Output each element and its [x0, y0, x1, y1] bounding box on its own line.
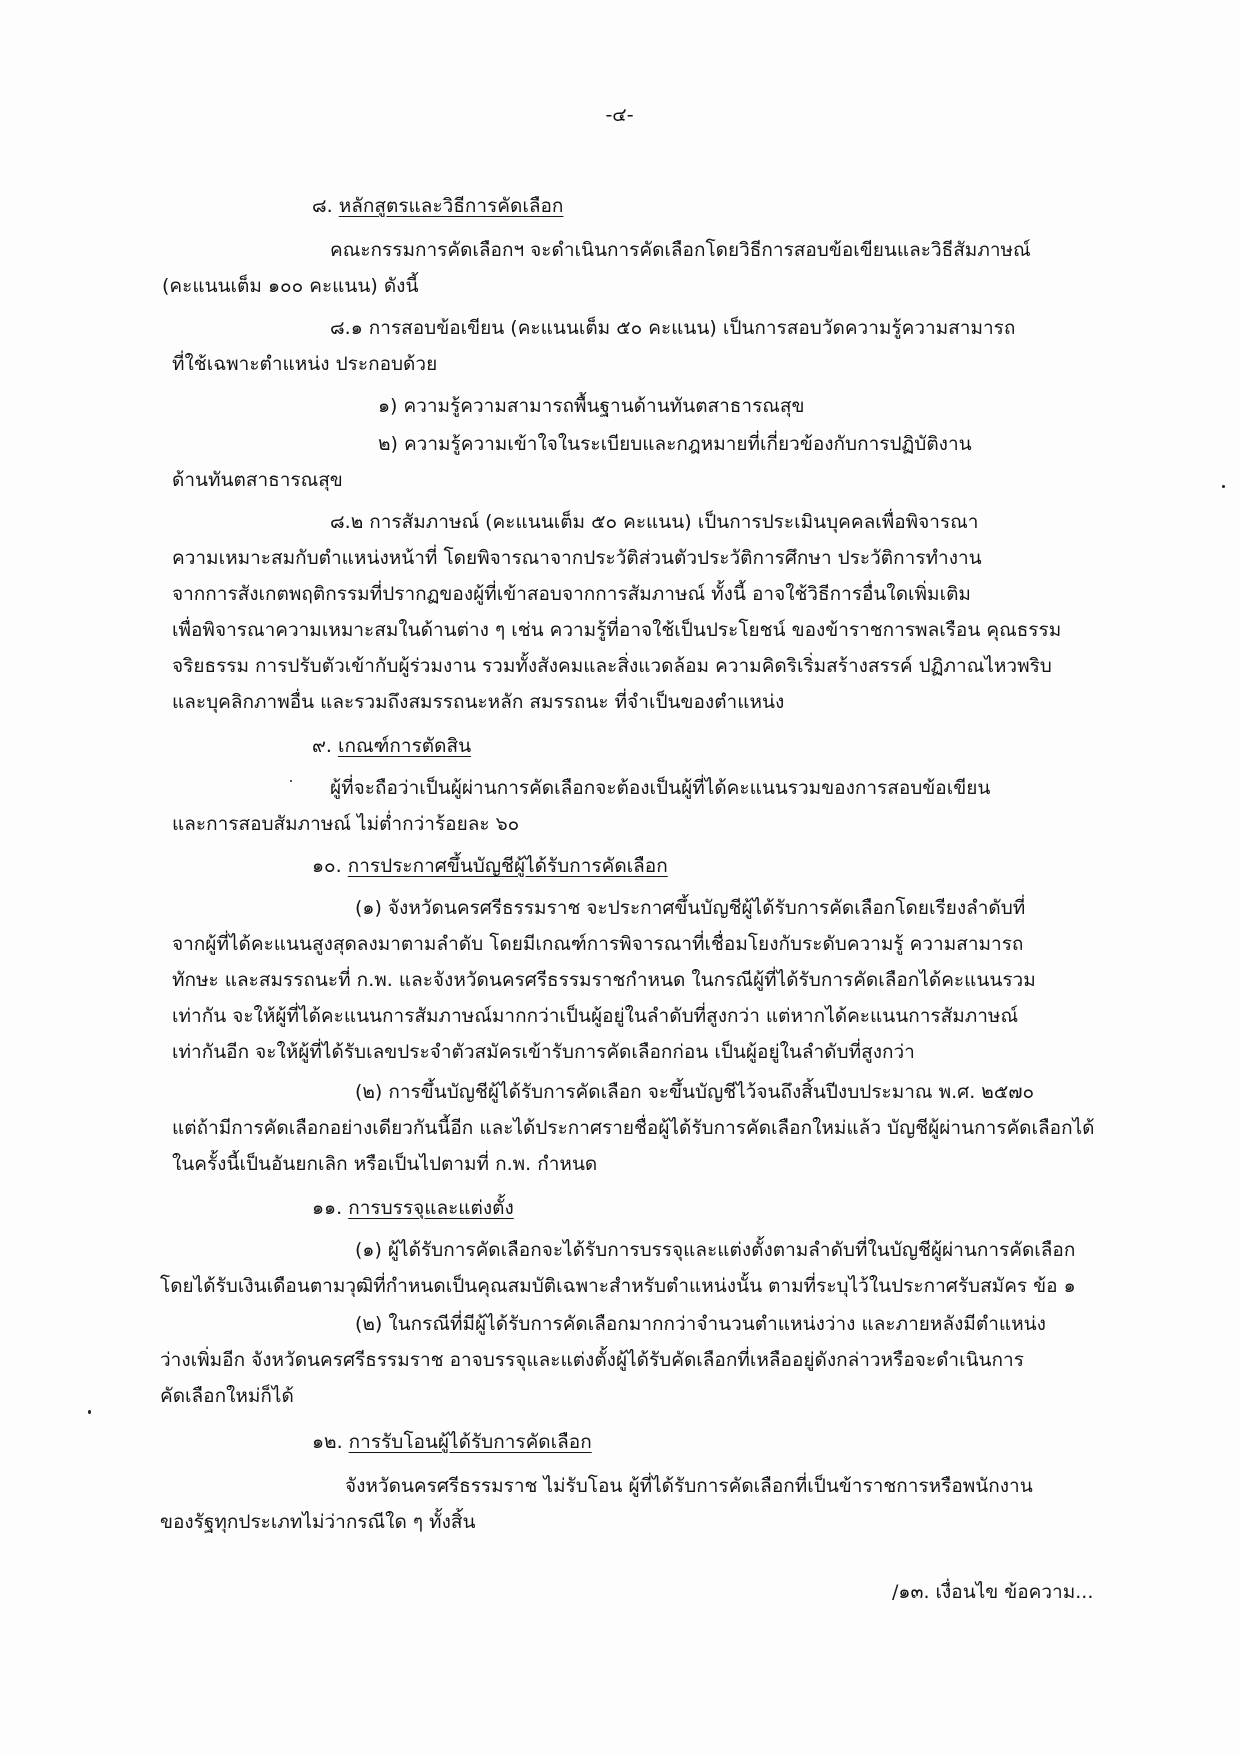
section-10-title: การประกาศขึ้นบัญชีผู้ได้รับการคัดเลือก	[347, 855, 668, 877]
section-10-item-1-line-4: เท่ากัน จะให้ผู้ที่ได้คะแนนการสัมภาษณ์มากกว่าเป็นผู้อยู่ในลำดับที่สูงกว่า แต่หากได้คะแนนการสัมภาษณ์	[172, 1005, 1019, 1027]
section-8-2-line-3: จากการสังเกตพฤติกรรมที่ปรากฏของผู้ที่เข้าสอบจากการสัมภาษณ์ ทั้งนี้ อาจใช้วิธีการอื่นใดเพิ่มเติม	[172, 583, 971, 605]
section-11-number: ๑๑.	[312, 1197, 343, 1219]
section-8-1-item-1: ๑) ความรู้ความสามารถพื้นฐานด้านทันตสาธารณสุข	[378, 395, 805, 417]
section-8-intro-line-1: คณะกรรมการคัดเลือกฯ จะดำเนินการคัดเลือกโดยวิธีการสอบข้อเขียนและวิธีสัมภาษณ์	[330, 239, 1031, 261]
section-11-title: การบรรจุและแต่งตั้ง	[348, 1197, 514, 1219]
continuation-note: /๑๓. เงื่อนไข ข้อความ...	[892, 1581, 1094, 1603]
section-8-2-line-2: ความเหมาะสมกับตำแหน่งหน้าที่ โดยพิจารณาจากประวัติส่วนตัวประวัติการศึกษา ประวัติการทำงาน	[172, 547, 982, 569]
section-10-item-1-line-3: ทักษะ และสมรรถนะที่ ก.พ. และจังหวัดนครศรีธรรมราชกำหนด ในกรณีผู้ที่ได้รับการคัดเลือกได้คะแนนรวม	[172, 969, 1036, 991]
section-9-body-line-1: ผู้ที่จะถือว่าเป็นผู้ผ่านการคัดเลือกจะต้องเป็นผู้ที่ได้คะแนนรวมของการสอบข้อเขียน	[330, 777, 991, 799]
section-11-item-2-line-1: (๒) ในกรณีที่มีผู้ได้รับการคัดเลือกมากกว่าจำนวนตำแหน่งว่าง และภายหลังมีตำแหน่ง	[355, 1313, 1046, 1335]
section-12-body-line-2: ของรัฐทุกประเภทไม่ว่ากรณีใด ๆ ทั้งสิ้น	[160, 1511, 476, 1533]
section-9-title: เกณฑ์การตัดสิน	[338, 735, 472, 757]
section-8-intro-line-2: (คะแนนเต็ม ๑๐๐ คะแนน) ดังนี้	[162, 275, 419, 297]
section-10-item-2-line-1: (๒) การขึ้นบัญชีผู้ได้รับการคัดเลือก จะขึ้นบัญชีไว้จนถึงสิ้นปีงบประมาณ พ.ศ. ๒๕๗๐	[355, 1081, 1035, 1103]
section-10-item-1-line-1: (๑) จังหวัดนครศรีธรรมราช จะประกาศขึ้นบัญชีผู้ได้รับการคัดเลือกโดยเรียงลำดับที่	[355, 897, 1026, 919]
section-10-item-2-line-2: แต่ถ้ามีการคัดเลือกอย่างเดียวกันนี้อีก และได้ประกาศรายชื่อผู้ได้รับการคัดเลือกใหม่แล้ว บัญชีผู้ผ่านการคัดเลือกได้	[172, 1117, 1095, 1139]
section-10-number: ๑๐.	[312, 855, 342, 877]
scan-speck	[88, 1410, 91, 1414]
section-12-title: การรับโอนผู้ได้รับการคัดเลือก	[348, 1431, 592, 1453]
section-11-item-1-line-2: โดยได้รับเงินเดือนตามวุฒิที่กำหนดเป็นคุณสมบัติเฉพาะสำหรับตำแหน่งนั้น ตามที่ระบุไว้ในประกาศรับสมัคร ข้อ ๑	[160, 1275, 1076, 1297]
section-9-heading	[312, 733, 471, 759]
section-8-heading	[312, 193, 563, 219]
section-10-item-1-line-5: เท่ากันอีก จะให้ผู้ที่ได้รับเลขประจำตัวสมัครเข้ารับการคัดเลือกก่อน เป็นผู้อยู่ในลำดับที่สูงกว่า	[172, 1041, 915, 1063]
section-9-body-line-2: และการสอบสัมภาษณ์ ไม่ต่ำกว่าร้อยละ ๖๐	[172, 813, 520, 835]
section-8-1-line-1: ๘.๑ การสอบข้อเขียน (คะแนนเต็ม ๕๐ คะแนน) เป็นการสอบวัดความรู้ความสามารถ	[330, 317, 1016, 339]
section-8-1-line-2: ที่ใช้เฉพาะตำแหน่ง ประกอบด้วย	[172, 353, 438, 375]
section-10-item-2-line-3: ในครั้งนี้เป็นอันยกเลิก หรือเป็นไปตามที่ ก.พ. กำหนด	[172, 1153, 598, 1175]
section-11-heading	[312, 1195, 514, 1221]
section-8-2-line-1: ๘.๒ การสัมภาษณ์ (คะแนนเต็ม ๕๐ คะแนน) เป็นการประเมินบุคคลเพื่อพิจารณา	[330, 511, 979, 533]
section-8-1-item-2-line-1: ๒) ความรู้ความเข้าใจในระเบียบและกฎหมายที่เกี่ยวข้องกับการปฏิบัติงาน	[378, 433, 972, 455]
section-12-number: ๑๒.	[312, 1431, 343, 1453]
page-number: -๔-	[605, 104, 634, 126]
section-12-body-line-1: จังหวัดนครศรีธรรมราช ไม่รับโอน ผู้ที่ได้รับการคัดเลือกที่เป็นข้าราชการหรือพนักงาน	[345, 1475, 1033, 1497]
section-11-item-2-line-3: คัดเลือกใหม่ก็ได้	[160, 1385, 294, 1407]
section-11-item-1-line-1: (๑) ผู้ได้รับการคัดเลือกจะได้รับการบรรจุและแต่งตั้งตามลำดับที่ในบัญชีผู้ผ่านการคัดเลือก	[355, 1239, 1076, 1261]
scan-speck	[1222, 485, 1225, 488]
section-8-number: ๘.	[312, 195, 333, 217]
section-10-heading	[312, 853, 668, 879]
section-8-1-item-2-line-2: ด้านทันตสาธารณสุข	[172, 469, 343, 491]
section-8-2-line-6: และบุคลิกภาพอื่น และรวมถึงสมรรถนะหลัก สมรรถนะ ที่จำเป็นของตำแหน่ง	[172, 691, 785, 713]
section-9-number: ๙.	[312, 735, 332, 757]
section-11-item-2-line-2: ว่างเพิ่มอีก จังหวัดนครศรีธรรมราช อาจบรรจุและแต่งตั้งผู้ได้รับคัดเลือกที่เหลืออยู่ดังกล่าวหรือจะดำเนินการ	[160, 1349, 1024, 1371]
section-8-title: หลักสูตรและวิธีการคัดเลือก	[338, 195, 564, 217]
section-8-2-line-5: จริยธรรม การปรับตัวเข้ากับผู้ร่วมงาน รวมทั้งสังคมและสิ่งแวดล้อม ความคิดริเริ่มสร้างสรรค์ ปฏิภาณไหวพริบ	[172, 655, 1052, 677]
section-10-item-1-line-2: จากผู้ที่ได้คะแนนสูงสุดลงมาตามลำดับ โดยมีเกณฑ์การพิจารณาที่เชื่อมโยงกับระดับความรู้ ความสามารถ	[172, 933, 1024, 955]
section-8-2-line-4: เพื่อพิจารณาความเหมาะสมในด้านต่าง ๆ เช่น ความรู้ที่อาจใช้เป็นประโยชน์ ของข้าราชการพลเรือน คุณธรรม	[172, 619, 1062, 641]
scan-speck	[290, 780, 292, 782]
section-12-heading	[312, 1429, 592, 1455]
